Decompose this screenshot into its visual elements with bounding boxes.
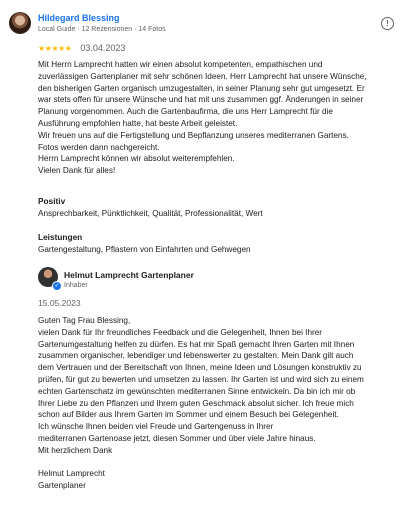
reviewer-meta: Local Guide · 12 Rezensionen · 14 Fotos: [38, 26, 166, 33]
reply-date: 15.05.2023: [38, 298, 81, 308]
positive-value: Ansprechbarkeit, Pünktlichkeit, Qualität, Professionalität, Wert: [38, 209, 263, 218]
positive-title: Positiv: [38, 196, 66, 206]
info-icon[interactable]: !: [381, 17, 394, 30]
owner-reply-text: Guten Tag Frau Blessing, vielen Dank für Ihr freundliches Feedback und die Gelegenheit, Ihnen bei Ihrer Gartenumgestaltung helfen zu dürfen. Es hat mir Spaß gemacht Ihren Garten mit Ihnen zusammen organischer, lebendiger und lebenswerter zu gestalten. Mein Dank gilt auch dem Vertrauen und der Bereitschaft von Ihnen, meine Ideen und Lösungen konstruktiv zu prüfen, für gut zu bewerten und umsetzen zu lassen. Ihr Garten ist und wird sich zu einem echten Gartenschatz im gewünschten mediterranen Sinne entwickeln. Da bin ich mir ob Ihrer Liebe zu den Pflanzen und Ihrem guten Geschmack absolut sicher. Ich freue mich schon auf Bilder aus Ihrem Garten im Sommer und einem Besuch bei Gelegenheit. Ich wünsche Ihnen beiden viel Freude und Gartengenuss in Ihrer mediterranen Gartenoase jetzt, diesen Sommer und über viele Jahre hinaus. Mit herzlichem Dank Helmut Lamprecht Gartenplaner: [38, 316, 364, 491]
reviewer-name[interactable]: Hildegard Blessing: [38, 13, 120, 23]
review-date: 03.04.2023: [80, 43, 126, 53]
owner-response-header: [38, 267, 388, 295]
services-title: Leistungen: [38, 232, 83, 242]
owner-role: Inhaber: [64, 282, 88, 289]
rating-row: [38, 42, 125, 54]
services-value: Gartengestaltung, Pflastern von Einfahrten und Gehwegen: [38, 245, 251, 254]
rating-stars: ★★★★★: [38, 43, 72, 53]
owner-name[interactable]: Helmut Lamprecht Gartenplaner: [64, 270, 194, 280]
reviewer-avatar[interactable]: [9, 12, 31, 34]
verified-badge-icon: ✓: [52, 281, 62, 291]
review-header: [9, 10, 404, 38]
review-text: Mit Herrn Lamprecht hatten wir einen absolut kompetenten, empathischen und zuverlässigen Gartenplaner mit sehr schönen Ideen. Herr Lamprecht hat unsere Wünsche, den bisherigen Garten organisch umzugestalten, in seiner Planung sehr gut umgesetzt. Er war stets offen für unsere Wünsche und hat mit uns zusammen ggf. Änderungen in seiner Planung vorgenommen. Auch die Gartenbaufirma, die uns Herr Lamprecht für die Ausführung empfohlen hatte, hat beste Arbeit geleistet. Wir freuen uns auf die Fertigstellung und Bepflanzung unseres mediterranen Gartens. Fotos werden dann nachgereicht. Herrn Lamprecht können wir absolut weiterempfehlen. Vielen Dank für alles!: [38, 60, 367, 176]
